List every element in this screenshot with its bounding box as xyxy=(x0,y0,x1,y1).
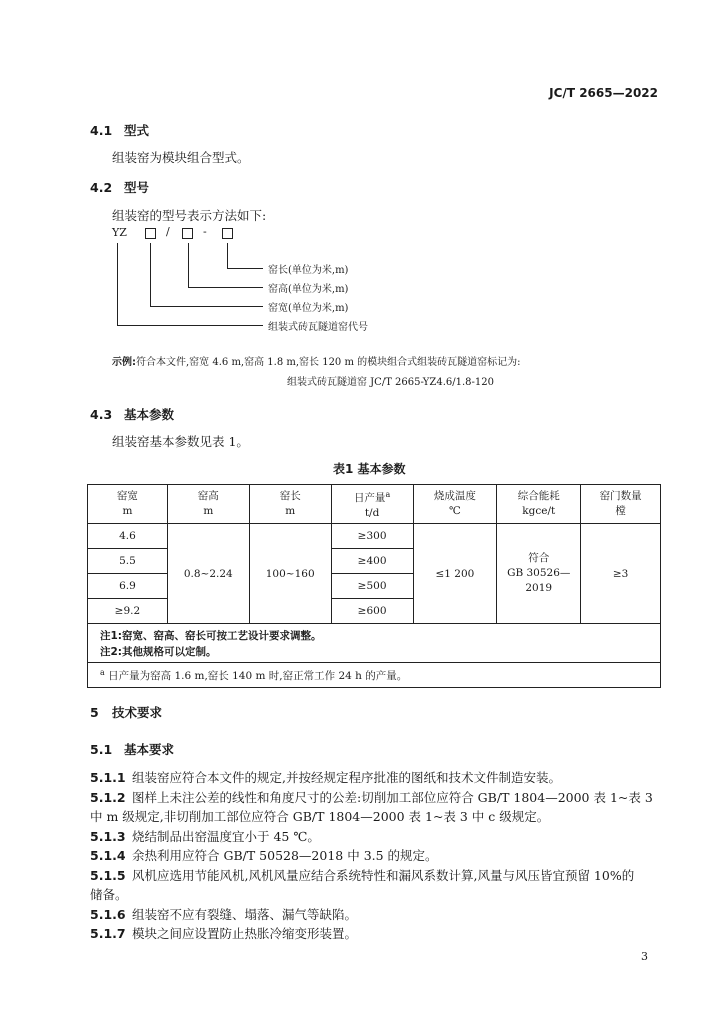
clause-5-1-5-continued: 储备。 xyxy=(90,887,128,902)
clause-5-1-1: 5.1.1 组装窑应符合本文件的规定,并按经规定程序批准的图纸和技术文件制造安装。 xyxy=(90,770,561,785)
tree-label-code: 组装式砖瓦隧道窑代号 xyxy=(268,322,368,333)
standard-code-header: JC/T 2665—2022 xyxy=(549,86,658,100)
tree-line-width xyxy=(150,243,151,307)
clause-5-1-5: 5.1.5 风机应选用节能风机,风机风量应结合系统特性和漏风系数计算,风量与风压皆宜预留 10%的 xyxy=(90,868,635,883)
section-4-2-heading: 4.2 型号 xyxy=(90,180,150,195)
table-note-1: 注1:窑宽、窑高、窑长可按工艺设计要求调整。 xyxy=(88,624,661,644)
example-text: 符合本文件,窑宽 4.6 m,窑高 1.8 m,窑长 120 m 的模块组合式组装砖瓦隧道窑标记为: xyxy=(136,357,521,368)
page-number: 3 xyxy=(641,950,648,963)
clause-5-1-7: 5.1.7 模块之间应设置防止热胀冷缩变形装置。 xyxy=(90,926,358,941)
basic-parameters-table xyxy=(87,484,661,688)
cell-length: 100~160 xyxy=(249,524,331,624)
clause-5-1-6: 5.1.6 组装窑不应有裂缝、塌落、漏气等缺陷。 xyxy=(90,907,358,922)
header-width: 窑宽 m xyxy=(88,485,168,524)
table-footnote-row xyxy=(88,663,661,688)
cell-width: 4.6 xyxy=(88,524,168,549)
table-1-caption: 表1 基本参数 xyxy=(333,462,406,476)
cell-width: 5.5 xyxy=(88,549,168,574)
tree-line-length xyxy=(227,243,228,269)
section-4-3-heading: 4.3 基本参数 xyxy=(90,407,175,422)
cell-width: ≥9.2 xyxy=(88,599,168,624)
cell-energy: 符合 GB 30526—2019 xyxy=(497,524,581,624)
length-placeholder-box xyxy=(222,228,233,239)
tree-label-height: 窑高(单位为米,m) xyxy=(268,284,349,295)
clause-5-1-3: 5.1.3 烧结制品出窑温度宜小于 45 ℃。 xyxy=(90,829,320,844)
header-height: 窑高 m xyxy=(167,485,249,524)
cell-output: ≥400 xyxy=(331,549,413,574)
section-5-heading: 5 技术要求 xyxy=(90,705,163,720)
model-dash: - xyxy=(203,225,207,238)
height-placeholder-box xyxy=(182,228,193,239)
table-row xyxy=(88,524,661,549)
section-4-3-text: 组装窑基本参数见表 1。 xyxy=(112,434,249,449)
section-4-1-text: 组装窑为模块组合型式。 xyxy=(112,150,250,165)
header-length: 窑长 m xyxy=(249,485,331,524)
cell-temperature: ≤1 200 xyxy=(413,524,497,624)
cell-output: ≥600 xyxy=(331,599,413,624)
model-prefix: YZ xyxy=(112,226,127,239)
table-note-2: 注2:其他规格可以定制。 xyxy=(88,643,661,663)
tree-line-height xyxy=(188,243,189,288)
header-door-count: 窑门数量 樘 xyxy=(581,485,661,524)
section-4-2-text: 组装窑的型号表示方法如下: xyxy=(112,208,267,223)
header-firing-temp: 烧成温度 ℃ xyxy=(413,485,497,524)
width-placeholder-box xyxy=(145,228,156,239)
clause-5-1-4: 5.1.4 余热利用应符合 GB/T 50528—2018 中 3.5 的规定。 xyxy=(90,848,438,863)
tree-label-length: 窑长(单位为米,m) xyxy=(268,265,349,276)
header-daily-output: 日产量$^a$ t/d xyxy=(331,485,413,524)
table-footnote: $^a$ 日产量为窑高 1.6 m,窑长 140 m 时,窑正常工作 24 h 的产量。 xyxy=(88,663,661,688)
example-label: 示例: xyxy=(112,357,136,368)
cell-height: 0.8~2.24 xyxy=(167,524,249,624)
table-note-row xyxy=(88,643,661,663)
section-5-1-heading: 5.1 基本要求 xyxy=(90,742,175,757)
cell-width: 6.9 xyxy=(88,574,168,599)
clause-5-1-2: 5.1.2 图样上未注公差的线性和角度尺寸的公差:切削加工部位应符合 GB/T 1804—2000 表 1~表 3 xyxy=(90,790,653,805)
cell-output: ≥500 xyxy=(331,574,413,599)
clause-5-1-2-continued: 中 m 级规定,非切削加工部位应符合 GB/T 1804—2000 表 1~表 3 中 c 级规定。 xyxy=(90,809,550,824)
example-line xyxy=(112,353,521,368)
tree-label-width: 窑宽(单位为米,m) xyxy=(268,303,349,314)
example-mark: 组装式砖瓦隧道窑 JC/T 2665-YZ4.6/1.8-120 xyxy=(287,377,494,388)
header-energy: 综合能耗 kgce/t xyxy=(497,485,581,524)
table-header-row xyxy=(88,485,661,524)
cell-output: ≥300 xyxy=(331,524,413,549)
cell-doors: ≥3 xyxy=(581,524,661,624)
table-note-row xyxy=(88,624,661,644)
model-slash: / xyxy=(166,225,170,238)
section-4-1-heading: 4.1 型式 xyxy=(90,123,150,138)
tree-line-code xyxy=(117,243,118,326)
